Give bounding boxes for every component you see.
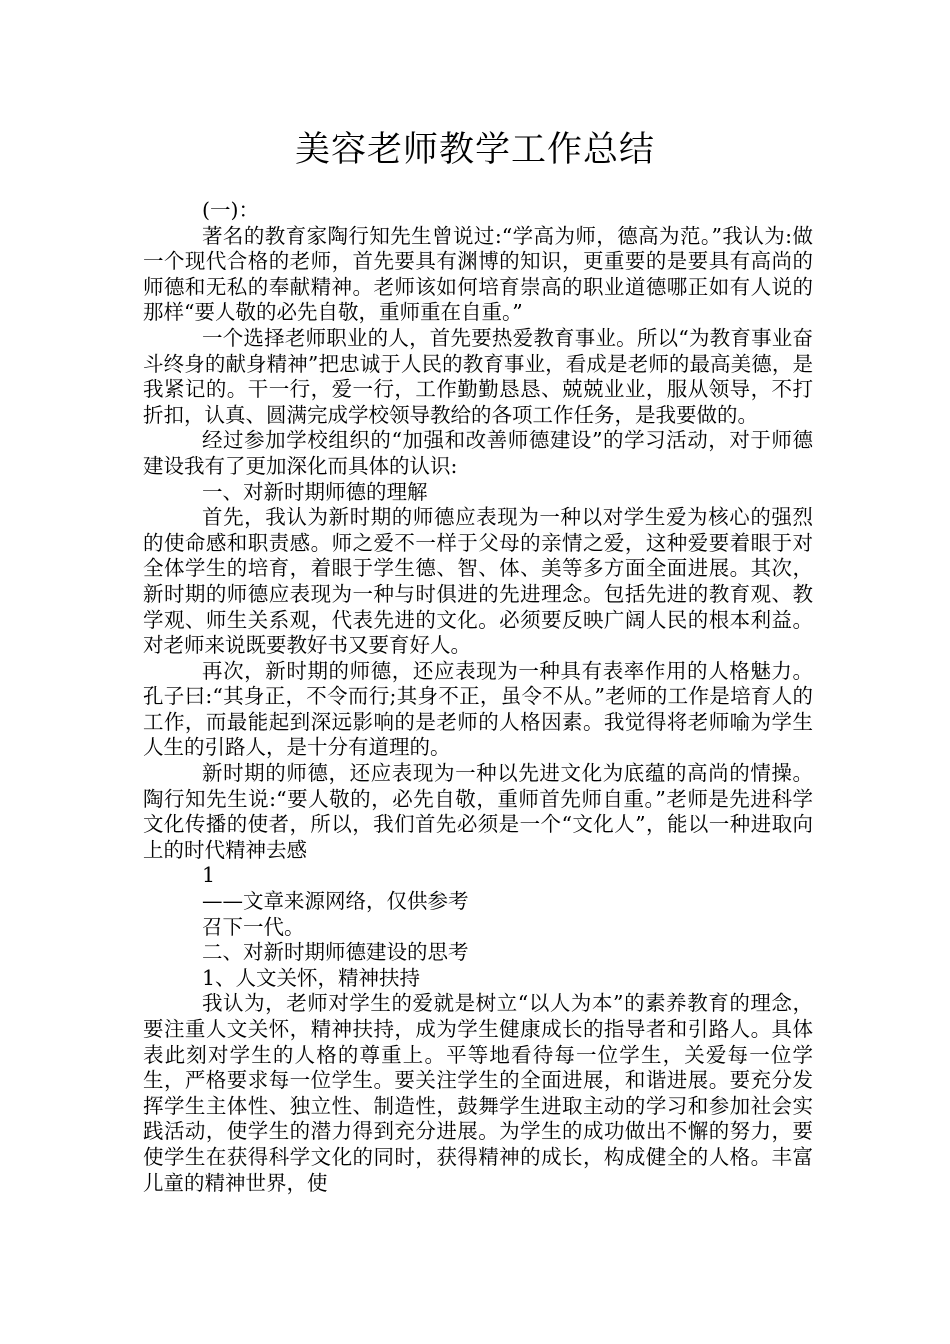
section-heading: 一、对新时期师德的理解 <box>202 479 428 504</box>
paragraph: 再次，新时期的师德，还应表现为一种具有表率作用的人格魅力。孔子曰:“其身正，不令而行;其身不正，虽令不从。”老师的工作是培育人的工作，而最能起到深远影响的是老师的人格因素。我觉得将老师喻为学生人生的引路人，是十分有道理的。 <box>143 658 813 760</box>
paragraph-continuation: 召下一代。 <box>202 914 305 939</box>
paragraph: 新时期的师德，还应表现为一种以先进文化为底蕴的高尚的情操。陶行知先生说:“要人敬的，必先自敬，重师首先师自重。”老师是先进科学文化传播的使者，所以，我们首先必须是一个“文化人”，能以一种进取向上的时代精神去感 <box>143 761 813 862</box>
paragraph: 经过参加学校组织的“加强和改善师德建设”的学习活动，对于师德建设我有了更加深化而具体的认识: <box>143 428 813 478</box>
document-title: 美容老师教学工作总结 <box>294 130 655 170</box>
section-heading: 二、对新时期师德建设的思考 <box>202 940 469 965</box>
document-body <box>143 198 813 1196</box>
source-note: ——文章来源网络，仅供参考 <box>202 889 469 914</box>
paragraph: 一个选择老师职业的人，首先要热爱教育事业。所以“为教育事业奋斗终身的献身精神”把忠诚于人民的教育事业，看成是老师的最高美德，是我紧记的。干一行，爱一行，工作勤勤恳恳、兢兢业业，服从领导，不打折扣，认真、圆满完成学校领导教给的各项工作任务，是我要做的。 <box>143 325 813 427</box>
paragraph: 我认为，老师对学生的爱就是树立“以人为本”的素养教育的理念，要注重人文关怀，精神扶持，成为学生健康成长的指导者和引路人。具体表此刻对学生的人格的尊重上。平等地看待每一位学生，关爱每一位学生，严格要求每一位学生。要关注学生的全面进展，和谐进展。要充分发挥学生主体性、独立性、制造性，鼓舞学生进取主动的学习和参加社会实践活动，使学生的潜力得到充分进展。为学生的成功做出不懈的努力，要使学生在获得科学文化的同时，获得精神的成长，构成健全的人格。丰富儿童的精神世界，使 <box>143 991 813 1195</box>
paragraph: 著名的教育家陶行知先生曾说过:“学高为师，德高为范。”我认为:做一个现代合格的老师，首先要具有渊博的知识，更重要的是要具有高尚的师德和无私的奉献精神。老师该如何培育崇高的职业道德哪正如有人说的那样“要人敬的必先自敬，重师重在自重。” <box>143 223 813 325</box>
page-number: 1 <box>202 863 216 888</box>
paragraph: 首先，我认为新时期的师德应表现为一种以对学生爱为核心的强烈的使命感和职责感。师之爱不一样于父母的亲情之爱，这种爱要着眼于对全体学生的培育，着眼于学生德、智、体、美等多方面全面进展。其次，新时期的师德应表现为一种与时俱进的先进理念。包括先进的教育观、教学观、师生关系观，代表先进的文化。必须要反映广阔人民的根本利益。对老师来说既要教好书又要育好人。 <box>143 505 813 658</box>
subsection-heading: 1、人文关怀，精神扶持 <box>202 965 421 990</box>
section-label: (一)： <box>202 198 259 222</box>
